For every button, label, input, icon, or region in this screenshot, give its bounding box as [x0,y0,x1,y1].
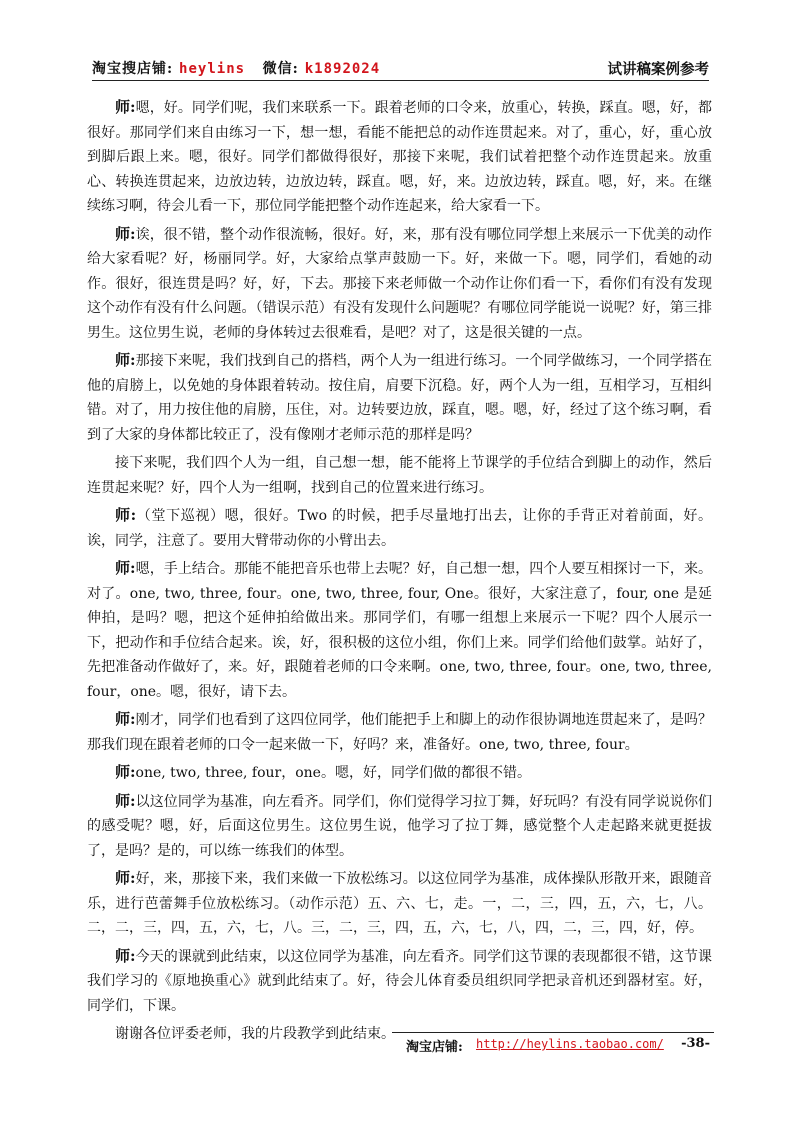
speaker-label: 师: [115,710,136,728]
paragraph [87,556,712,704]
header-shop-label: 淘宝搜店铺: [92,61,180,77]
speaker-label: 师: [115,763,136,781]
paragraph-text: 嗯，好。同学们呢，我们来联系一下。跟着老师的口令来，放重心，转换，踩直。嗯，好，都很好。那同学们来自由练习一下，想一想，看能不能把总的动作连贯起来。对了，重心，好，重心放到脚后跟上来。嗯，很好。同学们都做得很好，那接下来呢，我们试着把整个动作连贯起来。放重心、转换连贯起来，边放边转，边放边转，踩直。嗯，好，来。边放边转，踩直。嗯，好，来。在继续练习啊，待会儿看一下，那位同学能把整个动作连起来，给大家看一下。 [87,100,713,214]
header-doc-title: 试讲稿案例参考 [607,61,709,78]
speaker-label: 师: [115,791,136,810]
paragraph-text: 谢谢各位评委老师，我的片段教学到此结束。 [115,1026,395,1042]
paragraph-text: 好，来，那接下来，我们来做一下放松练习。以这位同学为基准，成体操队形散开来，跟随音乐，进行芭蕾舞手位放松练习。（动作示范）五、六、七，走。一，二，三，四，五，六，七，八。二，二，三，四，五，六，七，八。三，二，三，四，五，六，七，八，四，二，三，四，好，停。 [87,871,713,936]
header-wechat-label: 微信: [245,61,305,77]
page-footer [392,1032,714,1055]
header-wechat-id: k1892024 [304,61,381,77]
paragraph [87,760,712,786]
paragraph [87,95,712,219]
paragraph-text: （堂下巡视）嗯，很好。Two 的时候，把手尽量地打出去，让你的手背正对着前面，好。诶，同学，注意了。要用大臂带动你的小臂出去。 [87,508,712,549]
header-shop-name: heylins [179,61,246,77]
speaker-label: 师: [115,351,136,369]
paragraph [87,789,712,864]
speaker-label: 师: [115,559,136,577]
header-shop-info [92,58,380,78]
speaker-label: 师: [115,946,136,965]
paragraph [87,707,712,757]
paragraph [87,348,712,447]
paragraph [87,450,712,500]
paragraph-text: 诶，很不错，整个动作很流畅，很好。好，来，那有没有哪位同学想上来展示一下优美的动作给大家看呢？好，杨丽同学。好，大家给点掌声鼓励一下。好，来做一下。嗯，同学们，看她的动作。很好，很连贯是吗？好，好，下去。那接下来老师做一个动作让你们看一下，看你们有没有发现这个动作有没有什么问题。（错误示范）有没有发现什么问题呢？有哪位同学能说一说呢？好，第三排男生。这位男生说，老师的身体转过去很难看，是吧？对了，这是很关键的一点。 [87,226,713,341]
paragraph [87,503,712,553]
speaker-label: 师: [115,224,136,243]
paragraph-text: 那接下来呢，我们找到自己的搭档，两个人为一组进行练习。一个同学做练习，一个同学搭在他的肩膀上，以免她的身体跟着转动。按住肩，肩要下沉稳。好，两个人为一组，互相学习，互相纠错。对了，用力按住他的肩膀，压住，对。边转要边放，踩直，嗯。嗯，好，经过了这个练习啊，看到了大家的身体都比较正了，没有像刚才老师示范的那样是吗？ [87,353,713,443]
page-header [92,54,709,81]
speaker-label: 师: [115,506,137,524]
paragraph-text: 刚才，同学们也看到了这四位同学，他们能把手上和脚上的动作很协调地连贯起来了，是吗？那我们现在跟着老师的口令一起来做一下，好吗？来，准备好。one, two, three, four。 [87,712,713,753]
paragraph [87,866,712,941]
paragraph-text: 今天的课就到此结束，以这位同学为基准，向左看齐。同学们这节课的表现都很不错，这节课我们学习的《原地换重心》就到此结束了。好，待会儿体育委员组织同学把录音机还到器材室。好，同学们，下课。 [87,948,713,1014]
document-body [87,95,712,1050]
footer-shop-label: 淘宝店铺: [406,1040,463,1055]
speaker-label: 师: [115,869,136,887]
page-number: -38- [681,1036,710,1051]
paragraph-text: 嗯，手上结合。那能不能把音乐也带上去呢？好，自己想一想，四个人要互相探讨一下，来。对了。one, two, three, four。one, two, three, four, One。很好，大家注意了，four, one 是延伸拍，是吗？嗯，把这个延伸拍给做出来。那同学们，有哪一组想上来展示一下呢？四个人展示一下，把动作和手位结合起来。诶，好，很积极的这位小组，你们上来。同学们给他们鼓掌。站好了，先把准备动作做好了，来。好，跟随着老师的口令来啊。one, two, three, four。one, two, three, four，one。嗯，很好，请下去。 [87,561,713,700]
paragraph-text: 接下来呢，我们四个人为一组，自己想一想，能不能将上节课学的手位结合到脚上的动作，然后连贯起来呢？好，四个人为一组啊，找到自己的位置来进行练习。 [87,455,712,496]
speaker-label: 师: [115,98,136,116]
paragraph-text: one, two, three, four，one。嗯，好，同学们做的都很不错。 [135,765,531,781]
paragraph [87,222,712,346]
footer-shop-link[interactable]: http://heylins.taobao.com/ [476,1037,664,1051]
paragraph [87,944,712,1019]
paragraph-text: 以这位同学为基准，向左看齐。同学们，你们觉得学习拉丁舞，好玩吗？有没有同学说说你们的感受呢？嗯，好，后面这位男生。这位男生说，他学习了拉丁舞，感觉整个人走起路来就更挺拔了，是吗？是的，可以练一练我们的体型。 [87,793,713,859]
